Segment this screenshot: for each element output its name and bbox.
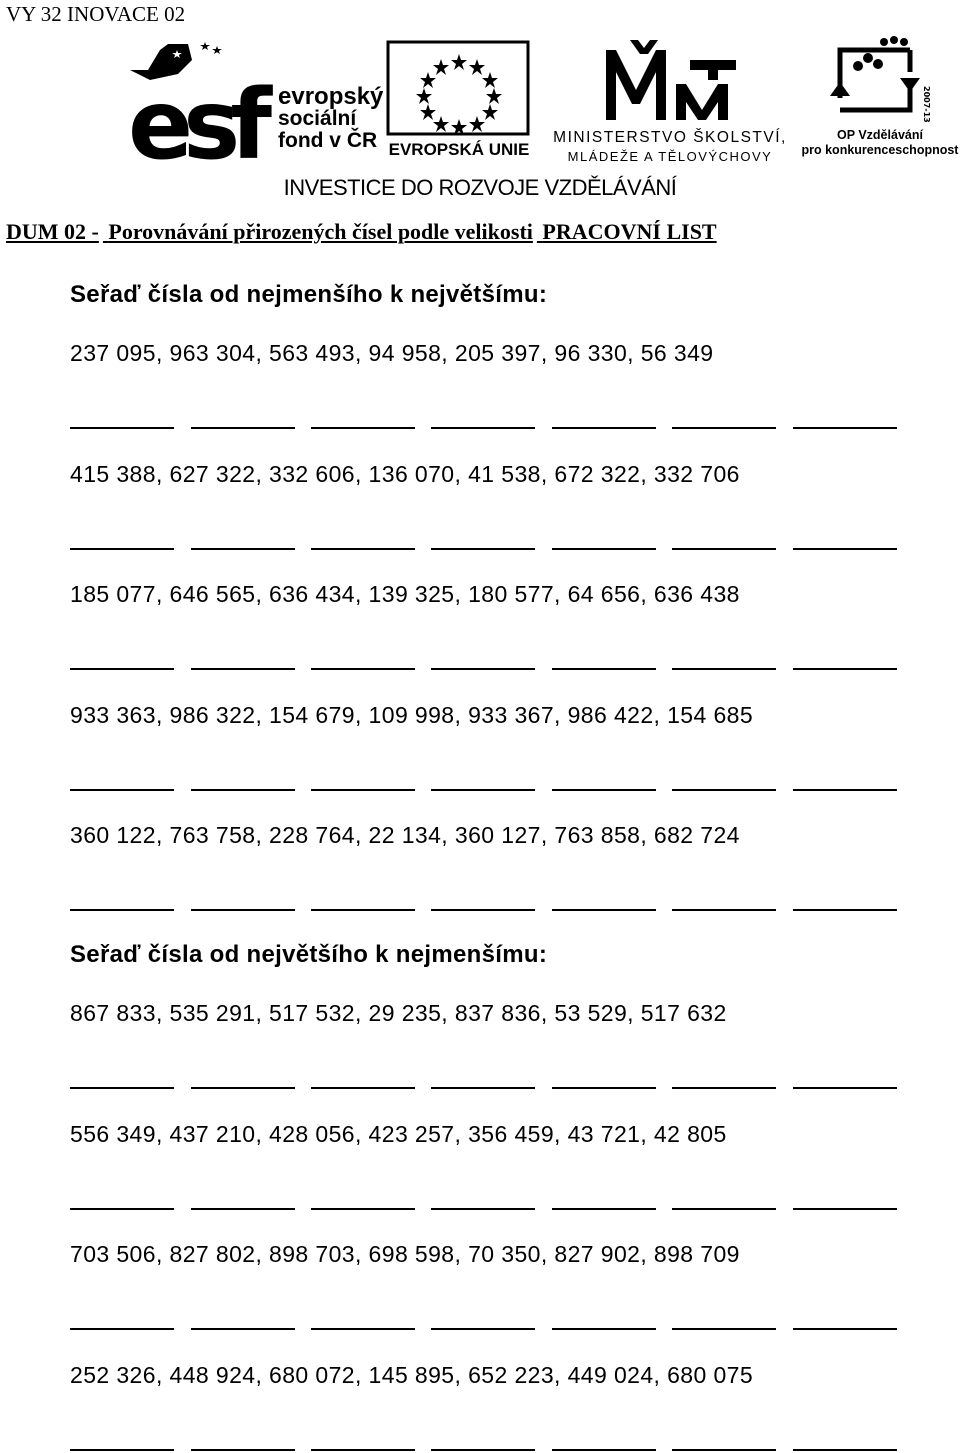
answer-blank[interactable] [793,548,897,550]
answer-blank[interactable] [793,1328,897,1330]
msmt-line-2: MLÁDEŽE A TĚLOVÝCHOVY [567,149,773,164]
answer-blank[interactable] [552,668,656,670]
answer-blank[interactable] [672,789,776,791]
answer-blank[interactable] [793,909,897,911]
exercise-numbers: 933 363, 986 322, 154 679, 109 998, 933 367, 986 422, 154 685 [70,702,754,728]
answer-blank[interactable] [672,1449,776,1451]
answer-blank[interactable] [191,1208,295,1210]
answer-blank[interactable] [552,1087,656,1089]
answer-blank[interactable] [191,909,295,911]
answer-blank[interactable] [552,1208,656,1210]
answer-blank[interactable] [793,1087,897,1089]
title-topic: Porovnávání přirozených čísel podle velikosti [108,219,533,244]
esf-line-3: fond v ČR [278,129,378,152]
answer-blank[interactable] [793,668,897,670]
answer-blank[interactable] [311,1208,415,1210]
exercise-numbers: 556 349, 437 210, 428 056, 423 257, 356 459, 43 721, 42 805 [70,1121,727,1147]
answer-blank[interactable] [311,789,415,791]
document-code: VY 32 INOVACE 02 [6,2,186,26]
answer-blank[interactable] [793,427,897,429]
eu-flag-icon [386,40,532,136]
exercise-numbers: 360 122, 763 758, 228 764, 22 134, 360 127, 763 858, 682 724 [70,822,740,848]
title-code: DUM 02 - [6,219,99,244]
eu-logo [386,40,532,162]
answer-blank[interactable] [70,427,174,429]
answer-blank[interactable] [70,789,174,791]
answer-blank[interactable] [191,1328,295,1330]
answer-blank[interactable] [431,668,535,670]
answer-blank[interactable] [70,909,174,911]
answer-blank[interactable] [552,548,656,550]
eu-caption: EVROPSKÁ UNIE [388,140,530,159]
esf-text [278,83,388,152]
answer-blank[interactable] [672,1208,776,1210]
answer-blank[interactable] [311,668,415,670]
msmt-logo [540,40,800,162]
answer-blank[interactable] [431,1449,535,1451]
exercise-numbers: 703 506, 827 802, 898 703, 698 598, 70 350, 827 902, 898 709 [70,1241,740,1267]
exercise-numbers: 237 095, 963 304, 563 493, 94 958, 205 397, 96 330, 56 349 [70,340,714,366]
document-title [6,219,721,245]
svg-text:2007-13: 2007-13 [922,86,931,123]
op-line-2: pro konkurenceschopnost [801,143,959,157]
answer-blank[interactable] [431,1087,535,1089]
exercise-numbers: 185 077, 646 565, 636 434, 139 325, 180 577, 64 656, 636 438 [70,581,740,607]
op-caption [800,128,960,158]
answer-blank[interactable] [552,789,656,791]
section-heading: Seřaď čísla od nejmenšího k největšímu: [70,281,548,308]
answer-blank[interactable] [431,909,535,911]
answer-blank[interactable] [311,548,415,550]
op-emblem-icon [800,36,960,126]
msmt-emblem-icon [540,40,800,124]
answer-blank[interactable] [70,1449,174,1451]
answer-blank[interactable] [431,1208,535,1210]
answer-blank[interactable] [311,909,415,911]
answer-blank[interactable] [793,789,897,791]
answer-blank[interactable] [191,668,295,670]
answer-blank[interactable] [191,548,295,550]
answer-blank[interactable] [672,427,776,429]
esf-line-2: sociální [278,107,357,130]
answer-blank[interactable] [70,548,174,550]
answer-blank[interactable] [672,1087,776,1089]
answer-blank[interactable] [191,789,295,791]
answer-blank[interactable] [70,1087,174,1089]
answer-blank[interactable] [552,1328,656,1330]
esf-line-1: evropský [278,83,384,110]
answer-blank[interactable] [191,1087,295,1089]
section-heading: Seřaď čísla od největšího k nejmenšímu: [70,941,548,968]
op-line-1: OP Vzdělávání [837,128,923,142]
exercise-numbers: 867 833, 535 291, 517 532, 29 235, 837 836, 53 529, 517 632 [70,1000,727,1026]
answer-blank[interactable] [311,1328,415,1330]
answer-blank[interactable] [70,668,174,670]
esf-logo [128,40,384,162]
answer-blank[interactable] [672,548,776,550]
answer-blank[interactable] [431,427,535,429]
answer-blank[interactable] [431,789,535,791]
answer-blank[interactable] [431,548,535,550]
svg-text:esf: esf [128,69,263,162]
answer-blank[interactable] [311,1449,415,1451]
title-type: PRACOVNÍ LIST [542,219,717,244]
answer-blank[interactable] [191,427,295,429]
answer-blank[interactable] [552,909,656,911]
answer-blank[interactable] [552,427,656,429]
answer-blank[interactable] [311,1087,415,1089]
answer-blank[interactable] [793,1208,897,1210]
msmt-caption [540,128,800,166]
answer-blank[interactable] [552,1449,656,1451]
answer-blank[interactable] [70,1328,174,1330]
answer-blank[interactable] [672,909,776,911]
exercise-numbers: 415 388, 627 322, 332 606, 136 070, 41 538, 672 322, 332 706 [70,461,740,487]
op-logo [800,36,960,162]
answer-blank[interactable] [431,1328,535,1330]
answer-blank[interactable] [793,1449,897,1451]
answer-blank[interactable] [191,1449,295,1451]
answer-blank[interactable] [672,668,776,670]
answer-blank[interactable] [672,1328,776,1330]
answer-blank[interactable] [70,1208,174,1210]
msmt-line-1: MINISTERSTVO ŠKOLSTVÍ, [553,129,787,146]
exercise-numbers: 252 326, 448 924, 680 072, 145 895, 652 223, 449 024, 680 075 [70,1362,754,1388]
investice-banner: INVESTICE DO ROZVOJE VZDĚLÁVÁNÍ [283,175,677,200]
answer-blank[interactable] [311,427,415,429]
